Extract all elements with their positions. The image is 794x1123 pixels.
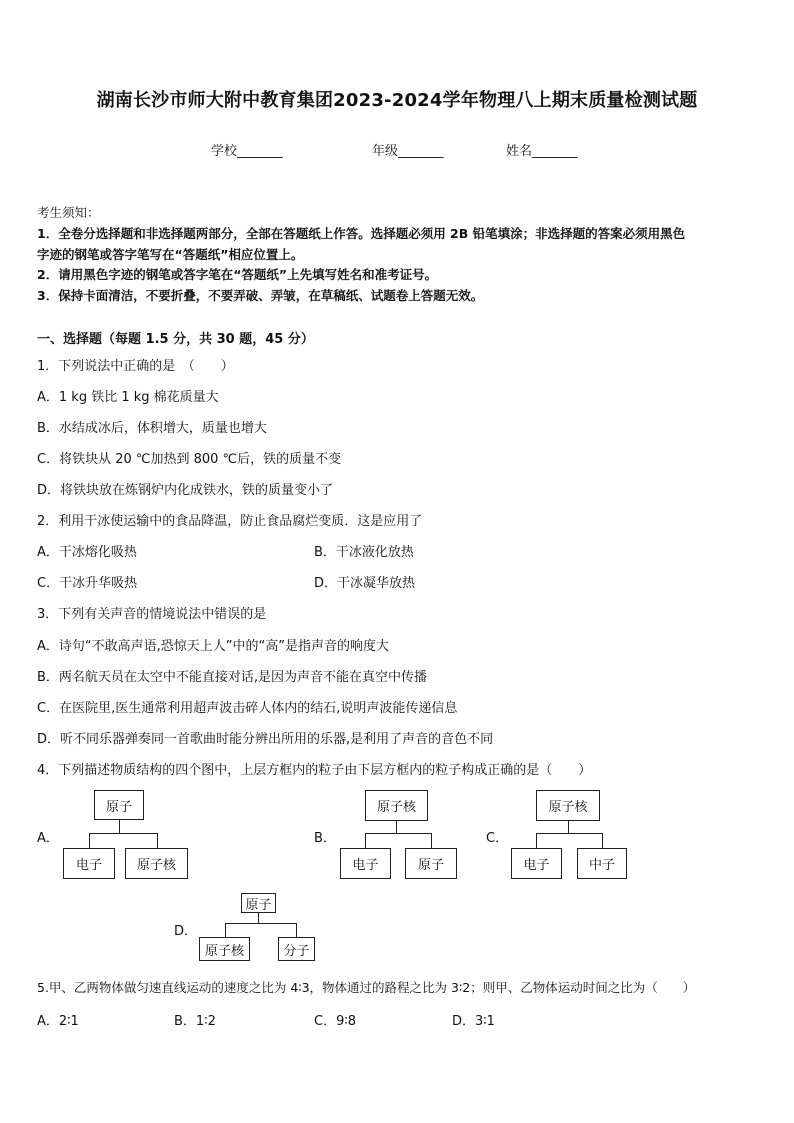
connector-line bbox=[296, 923, 297, 937]
connector-line bbox=[225, 923, 226, 937]
notice-item-1: 1．全卷分选择题和非选择题两部分，全部在答题纸上作答。选择题必须用 2B 铅笔填涂；非选择题的答案必须用黑色 bbox=[37, 226, 686, 241]
question-2-option-b: B．干冰液化放热 bbox=[314, 545, 414, 560]
diagram-a-label: A． bbox=[37, 831, 59, 846]
diagram-a-left-box: 电子 bbox=[63, 848, 115, 879]
connector-line bbox=[89, 833, 90, 848]
diagram-c-label: C． bbox=[486, 831, 509, 846]
question-1-option-a: A．1 kg 铁比 1 kg 棉花质量大 bbox=[37, 390, 219, 405]
connector-line bbox=[396, 821, 397, 833]
question-1-stem: 1．下列说法中正确的是 （ ） bbox=[37, 359, 234, 374]
diagram-a-right-box: 原子核 bbox=[125, 848, 188, 879]
question-3-stem: 3．下列有关声音的情境说法中错误的是 bbox=[37, 607, 267, 622]
school-field: 学校_______ bbox=[211, 144, 283, 159]
diagram-d-label: D． bbox=[174, 924, 198, 939]
question-3-option-c: C．在医院里,医生通常利用超声波击碎人体内的结石,说明声波能传递信息 bbox=[37, 701, 458, 716]
question-4-stem: 4．下列描述物质结构的四个图中，上层方框内的粒子由下层方框内的粒子构成正确的是（ ） bbox=[37, 763, 592, 778]
diagram-d-left-box: 原子核 bbox=[199, 937, 250, 961]
notice-item-2: 2．请用黑色字迹的钢笔或答字笔在“答题纸”上先填写姓名和准考证号。 bbox=[37, 267, 438, 282]
question-3-option-a: A．诗句“不敢高声语,恐惊天上人”中的“高”是指声音的响度大 bbox=[37, 639, 389, 654]
diagram-b-top-box: 原子核 bbox=[365, 790, 428, 821]
section-heading: 一、选择题（每题 1.5 分，共 30 题，45 分） bbox=[37, 332, 314, 347]
question-3-option-d: D．听不同乐器弹奏同一首歌曲时能分辨出所用的乐器,是利用了声音的音色不同 bbox=[37, 732, 494, 747]
connector-line bbox=[225, 923, 296, 924]
connector-line bbox=[365, 833, 431, 834]
connector-line bbox=[119, 820, 120, 833]
diagram-b-label: B． bbox=[314, 831, 336, 846]
diagram-c-left-box: 电子 bbox=[511, 848, 562, 879]
diagram-c-right-box: 中子 bbox=[577, 848, 627, 879]
connector-line bbox=[431, 833, 432, 848]
question-5-option-d: D．3∶1 bbox=[452, 1014, 495, 1029]
question-5-stem: 5.甲、乙两物体做匀速直线运动的速度之比为 4∶3，物体通过的路程之比为 3∶2；则甲、乙物体运动时间之比为（ ） bbox=[37, 980, 696, 995]
question-2-option-a: A．干冰熔化吸热 bbox=[37, 545, 137, 560]
connector-line bbox=[602, 833, 603, 848]
question-1-option-b: B．水结成冰后，体积增大，质量也增大 bbox=[37, 421, 267, 436]
connector-line bbox=[157, 833, 158, 848]
notice-item-1-cont: 字迹的钢笔或答字笔写在“答题纸”相应位置上。 bbox=[37, 247, 304, 262]
question-2-stem: 2．利用干冰使运输中的食品降温，防止食品腐烂变质．这是应用了 bbox=[37, 514, 423, 529]
connector-line bbox=[258, 913, 259, 923]
diagram-c-top-box: 原子核 bbox=[536, 790, 600, 821]
question-2-option-c: C．干冰升华吸热 bbox=[37, 576, 138, 591]
question-5-option-a: A．2∶1 bbox=[37, 1014, 79, 1029]
grade-field: 年级_______ bbox=[372, 144, 444, 159]
notice-heading: 考生须知： bbox=[37, 205, 100, 220]
connector-line bbox=[536, 833, 602, 834]
question-3-option-b: B．两名航天员在太空中不能直接对话,是因为声音不能在真空中传播 bbox=[37, 670, 428, 685]
diagram-d-right-box: 分子 bbox=[278, 937, 315, 961]
connector-line bbox=[365, 833, 366, 848]
diagram-b-left-box: 电子 bbox=[340, 848, 391, 879]
diagram-b-right-box: 原子 bbox=[405, 848, 457, 879]
connector-line bbox=[89, 833, 157, 834]
question-2-option-d: D．干冰凝华放热 bbox=[314, 576, 416, 591]
question-5-option-c: C．9∶8 bbox=[314, 1014, 357, 1029]
question-5-option-b: B．1∶2 bbox=[174, 1014, 216, 1029]
diagram-d-top-box: 原子 bbox=[241, 893, 276, 913]
page-title: 湖南长沙市师大附中教育集团2023-2024学年物理八上期末质量检测试题 bbox=[96, 90, 698, 111]
connector-line bbox=[536, 833, 537, 848]
name-field: 姓名_______ bbox=[506, 144, 578, 159]
connector-line bbox=[568, 821, 569, 833]
notice-item-3: 3．保持卡面清洁，不要折叠，不要弄破、弄皱，在草稿纸、试题卷上答题无效。 bbox=[37, 288, 484, 303]
question-1-option-c: C．将铁块从 20 ℃加热到 800 ℃后，铁的质量不变 bbox=[37, 452, 342, 467]
question-1-option-d: D．将铁块放在炼钢炉内化成铁水，铁的质量变小了 bbox=[37, 483, 334, 498]
diagram-a-top-box: 原子 bbox=[94, 790, 144, 820]
